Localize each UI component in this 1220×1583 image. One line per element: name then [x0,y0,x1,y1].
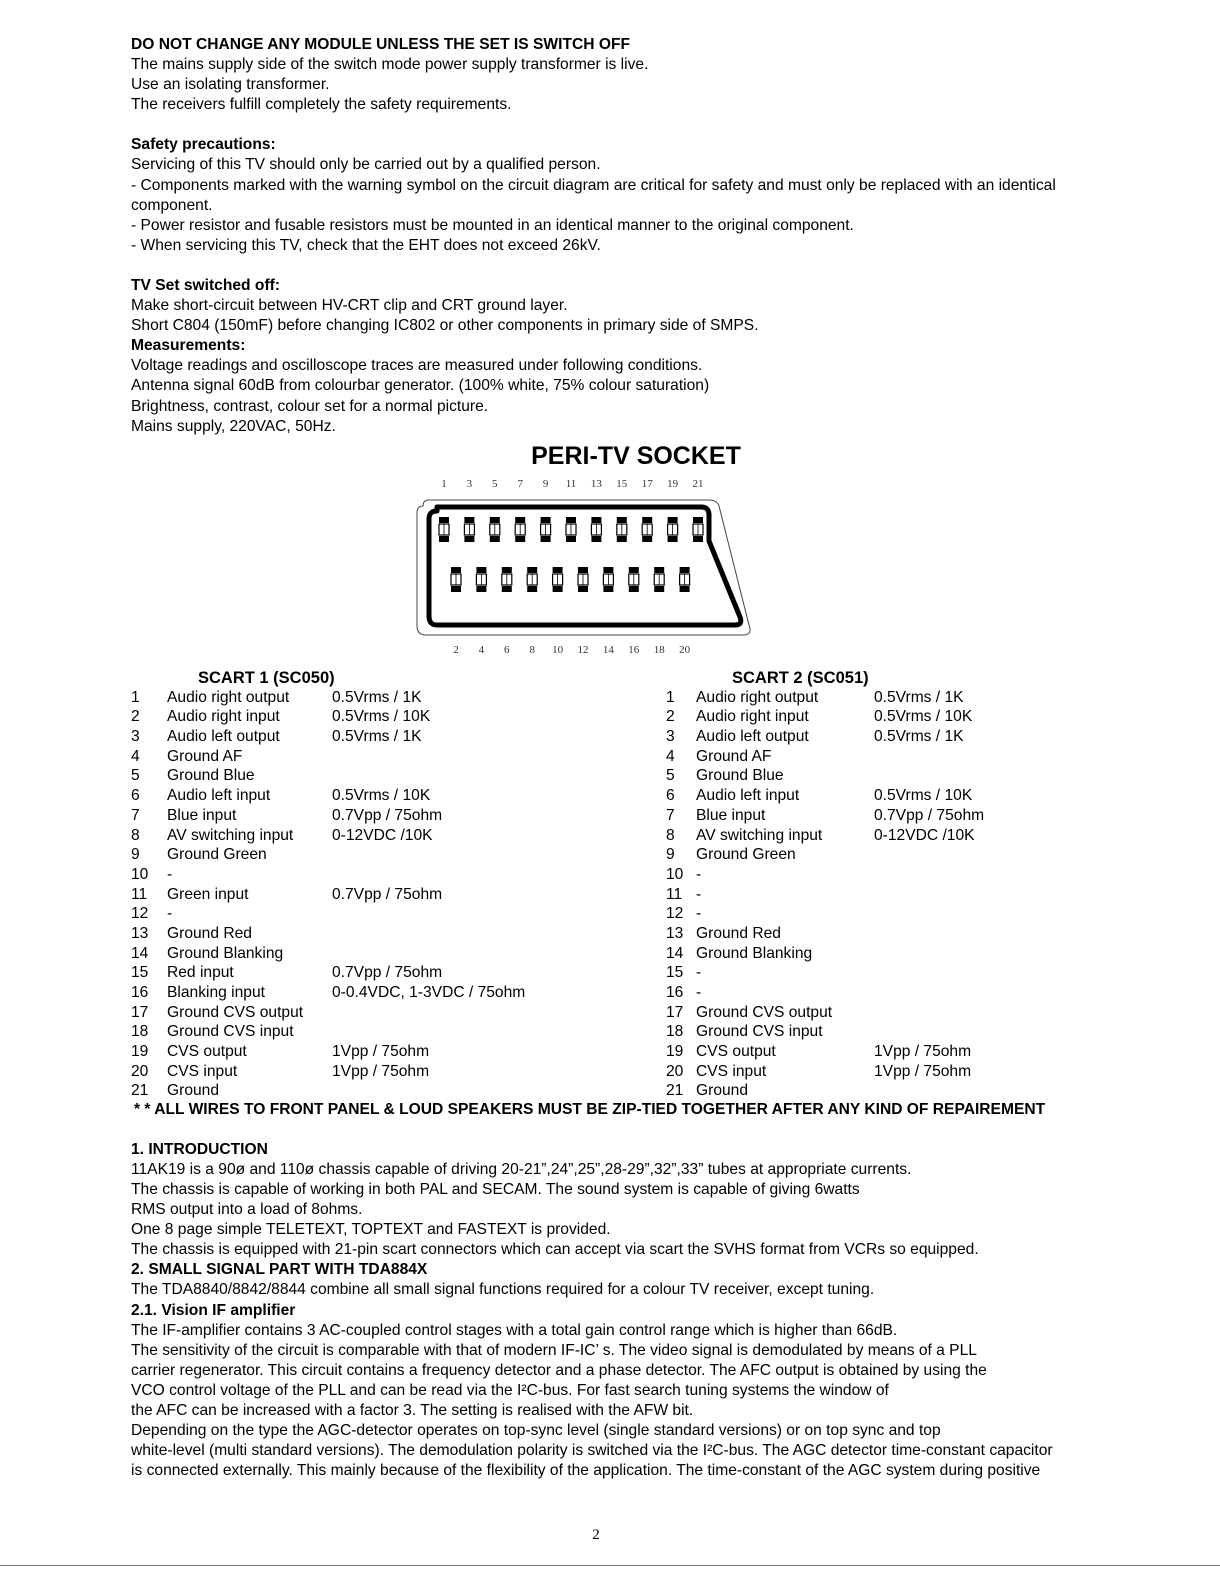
scart2-row [666,944,869,964]
top-pin-contact [642,517,652,542]
document-page [131,35,1141,1481]
signal-value: 0-12VDC /10K [332,826,433,844]
vision-if-line: Depending on the type the AGC-detector operates on top-sync level (single standard versions) or on top sync and top [131,1422,941,1440]
scart2-row [666,963,869,983]
bottom-pin-label: 4 [478,643,485,656]
signal-name: Ground Blue [696,767,784,785]
scart-connector-drawing [409,473,754,663]
bottom-pin-label: 2 [453,643,459,656]
signal-name: CVS input [167,1062,238,1080]
signal-name: - [696,964,702,982]
intro-line: 11AK19 is a 90ø and 110ø chassis capable of driving 20-21”,24”,25”,28-29”,32”,33” tubes at appropriate currents. [131,1160,912,1178]
pin-number: 16 [666,984,684,1001]
scart2-row [666,845,869,865]
measurements-line: Mains supply, 220VAC, 50Hz. [131,417,336,435]
signal-name: Ground CVS input [167,1023,294,1041]
bottom-pin-contact [527,567,537,592]
pin-number: 12 [131,905,149,923]
bottom-pin-label: 8 [529,643,535,656]
signal-name: CVS input [696,1062,767,1080]
scart1-row [131,766,335,786]
pin-number: 5 [666,767,675,785]
top-pin-contact [617,517,627,542]
signal-name: Audio right input [696,708,809,726]
signal-name: Ground Red [696,924,781,942]
signal-name: Ground Red [167,924,252,942]
bottom-pin-contact [476,567,486,592]
signal-value: 0.5Vrms / 1K [874,728,964,746]
scart1-row [131,727,422,747]
top-pin-label: 17 [641,477,653,490]
scart2-title: SCART 2 (SC051) [732,668,869,687]
pin-number: 1 [131,688,140,706]
pin-number: 6 [666,787,675,805]
signal-name: Ground Blue [167,767,255,785]
bottom-pin-contact [502,567,512,592]
signal-value: 0-0.4VDC, 1-3VDC / 75ohm [332,984,526,1001]
pin-number: 14 [666,944,684,962]
scart1-row [131,904,335,924]
pin-number: 17 [131,1003,149,1021]
signal-value: 0.7Vpp / 75ohm [332,806,443,824]
top-pin-label: 9 [542,477,549,490]
pin-number: 13 [131,924,149,942]
signal-name: Ground AF [696,747,772,765]
signal-value: 1Vpp / 75ohm [874,1043,972,1061]
socket-title: PERI-TV SOCKET [531,441,741,470]
pin-number: 3 [131,728,140,746]
bottom-pin-contact [603,567,613,592]
signal-value: 1Vpp / 75ohm [874,1062,972,1080]
signal-name: Blue input [167,806,237,824]
scart2-row [666,766,869,786]
scart2-row [666,983,869,1003]
scart1-title: SCART 1 (SC050) [198,668,335,687]
signal-name: AV switching input [696,826,823,844]
vision-if-line: VCO control voltage of the PLL and can be read via the I²C-bus. For fast search tuning systems the window of [131,1381,889,1399]
scart1-row [131,1042,430,1062]
signal-name: Audio left output [696,728,809,746]
top-pin-label: 11 [565,477,577,490]
pin-number: 3 [666,728,675,746]
scart2-row [666,806,985,826]
scart2-row [666,865,869,885]
scart2-row [666,1042,972,1062]
top-pin-contact [693,517,703,542]
bottom-pin-label: 12 [577,643,589,656]
bottom-pin-label: 6 [504,643,510,656]
signal-name: Ground AF [167,747,243,765]
scart2-row [666,1081,869,1101]
switched-off-line: Make short-circuit between HV-CRT clip and CRT ground layer. [131,297,568,315]
scart1-row [131,1022,335,1042]
scart-tables [131,668,1141,1098]
signal-value: 0.7Vpp / 75ohm [332,885,443,903]
pin-number: 12 [666,905,684,923]
top-pin-contact [591,517,601,542]
top-pin-label: 5 [492,477,498,490]
signal-value: 0.7Vpp / 75ohm [874,806,985,824]
signal-name: - [696,865,702,883]
top-pin-label: 3 [466,477,473,490]
bottom-pin-label: 16 [628,643,640,656]
signal-name: - [167,905,173,923]
scart1-table [131,668,526,1101]
pin-number: 17 [666,1003,684,1021]
pin-number: 5 [131,767,140,785]
top-pin-label: 15 [616,477,628,490]
scart1-row [131,924,335,944]
signal-value: 0-12VDC /10K [874,826,975,844]
pin-number: 10 [666,865,684,883]
signal-name: Audio right output [696,688,819,706]
pin-number: 16 [131,984,149,1001]
safety-line: - When servicing this TV, check that the EHT does not exceed 26kV. [131,236,601,254]
pin-number: 10 [131,865,149,883]
top-pin-label: 19 [667,477,679,490]
signal-name: - [167,865,173,883]
scart1-row [131,688,422,708]
signal-name: Ground Blanking [696,944,813,962]
vision-if-line: The IF-amplifier contains 3 AC-coupled control stages with a total gain control range which is higher than 66dB. [131,1321,898,1339]
signal-name: Ground CVS output [696,1003,833,1021]
warning-line: The receivers fulfill completely the safety requirements. [131,96,512,114]
vision-if-line: The sensitivity of the circuit is comparable with that of modern IF-IC’ s. The video signal is demodulated by means of a PLL [131,1341,977,1359]
bottom-pin-label: 10 [552,643,564,656]
switched-off-line: Short C804 (150mF) before changing IC802 or other components in primary side of SMPS. [131,317,759,335]
signal-name: Audio left input [696,787,800,805]
scart1-row [131,1062,430,1082]
signal-value: 0.5Vrms / 10K [874,787,973,805]
pin-number: 15 [666,964,684,982]
wires-note: * * ALL WIRES TO FRONT PANEL & LOUD SPEAKERS MUST BE ZIP-TIED TOGETHER AFTER ANY KIND OF REPAIREMENT [134,1100,1046,1118]
safety-line: - Components marked with the warning symbol on the circuit diagram are critical for safety and must only be replaced with an identical [131,176,1056,194]
signal-value: 0.5Vrms / 10K [332,787,431,805]
scart2-row [666,786,973,806]
pin-number: 1 [666,688,675,706]
scart2-row [666,727,964,747]
top-pin-label: 1 [441,477,447,490]
pin-number: 19 [666,1043,684,1061]
bottom-pin-contact [654,567,664,592]
signal-name: Ground [167,1082,220,1100]
signal-name: CVS output [696,1043,776,1061]
bottom-pin-label: 14 [602,643,614,656]
safety-line: - Power resistor and fusable resistors must be mounted in an identical manner to the original component. [131,216,854,234]
scart1-row [131,806,443,826]
intro-line: The chassis is equipped with 21-pin scart connectors which can accept via scart the SVHS format from VCRs so equipped. [131,1241,979,1259]
page-number: 2 [592,1527,600,1543]
scart1-row [131,845,335,865]
intro-line: One 8 page simple TELETEXT, TOPTEXT and FASTEXT is provided. [131,1221,611,1239]
top-pin-contact [566,517,576,542]
pin-number: 4 [131,747,140,765]
bottom-pin-label: 20 [679,643,691,656]
pin-number: 20 [131,1062,149,1080]
page-bottom-rule [0,1565,1220,1566]
pin-number: 2 [666,708,675,726]
scart1-row [131,865,335,885]
signal-name: Ground Green [696,846,796,864]
scart1-row [131,885,443,905]
pin-number: 11 [131,885,148,903]
top-pin-label: 13 [590,477,602,490]
pin-number: 13 [666,924,684,942]
measurements-line: Voltage readings and oscilloscope traces are measured under following conditions. [131,357,703,375]
bottom-pin-contact [680,567,690,592]
pin-number: 9 [666,846,675,864]
scart2-row [666,1022,869,1042]
top-pin-contact [515,517,525,542]
signal-name: Ground [696,1082,749,1100]
top-pin-label: 21 [692,477,704,490]
top-pin-label: 7 [517,477,523,490]
vision-if-line: carrier regenerator. This circuit contains a frequency detector and a phase detector. The AFC output is obtained by using the [131,1361,987,1379]
signal-name: Audio right output [167,688,290,706]
scart1-row [131,963,443,983]
scart2-row [666,885,869,905]
scart2-row [666,826,975,846]
pin-number: 14 [131,944,149,962]
signal-value: 1Vpp / 75ohm [332,1043,430,1061]
vision-if-line: is connected externally. This mainly because of the flexibility of the application. The time-constant of the AGC system during positive [131,1462,1041,1480]
signal-name: Blue input [696,806,766,824]
safety-line: Servicing of this TV should only be carried out by a qualified person. [131,156,601,174]
vision-if-line: the AFC can be increased with a factor 3. The setting is realised with the AFW bit. [131,1402,694,1419]
scart2-row [666,904,869,924]
scart2-row [666,707,973,727]
top-pin-contact [439,517,449,542]
pin-number: 9 [131,846,140,864]
signal-name: Audio right input [167,708,280,726]
scart1-row [131,1081,335,1101]
pin-number: 7 [666,806,675,824]
pin-number: 4 [666,747,675,765]
signal-name: Audio left input [167,787,271,805]
scart2-row [666,924,869,944]
scart1-row [131,1003,335,1023]
pin-number: 21 [666,1082,684,1100]
warning-line: Use an isolating transformer. [131,76,330,94]
pin-number: 21 [131,1082,149,1100]
signal-name: Audio left output [167,728,280,746]
signal-name: Ground CVS input [696,1023,823,1041]
small-signal-heading: 2. SMALL SIGNAL PART WITH TDA884X [131,1261,428,1279]
pin-number: 7 [131,806,140,824]
signal-value: 0.5Vrms / 1K [874,688,964,706]
pin-number: 8 [666,826,675,844]
safety-line: component. [131,196,213,214]
signal-name: Ground CVS output [167,1003,304,1021]
signal-value: 0.7Vpp / 75ohm [332,964,443,982]
scart1-row [131,747,335,767]
top-pin-contact [490,517,500,542]
signal-name: CVS output [167,1043,247,1061]
bottom-pin-contact [578,567,588,592]
warning-heading: DO NOT CHANGE ANY MODULE UNLESS THE SET IS SWITCH OFF [131,36,631,53]
measurements-heading: Measurements: [131,337,246,355]
pin-number: 18 [666,1023,684,1041]
signal-name: Ground Blanking [167,944,284,962]
bottom-pin-contact [553,567,563,592]
scart1-row [131,707,431,727]
vision-if-heading: 2.1. Vision IF amplifier [131,1301,296,1319]
scart2-row [666,747,869,767]
signal-name: Red input [167,964,234,982]
bottom-pin-contact [629,567,639,592]
scart1-row [131,826,433,846]
top-pin-contact [464,517,474,542]
signal-name: - [696,885,702,903]
pin-number: 20 [666,1062,684,1080]
signal-value: 0.5Vrms / 1K [332,728,422,746]
measurements-line: Brightness, contrast, colour set for a normal picture. [131,397,489,415]
scart2-row [666,688,964,708]
scart2-row [666,1062,972,1082]
signal-name: Ground Green [167,846,267,864]
pin-number: 11 [666,885,683,903]
intro-line: RMS output into a load of 8ohms. [131,1201,363,1219]
vision-if-line: white-level (multi standard versions). The demodulation polarity is switched via the I²C-bus. The AGC detector time-constant capacitor [131,1442,1053,1460]
top-pin-contact [668,517,678,542]
pin-number: 18 [131,1023,149,1041]
bottom-pin-label: 18 [653,643,665,656]
signal-name: - [696,984,702,1001]
signal-name: AV switching input [167,826,294,844]
scart-socket-diagram [131,473,1141,668]
signal-name: Green input [167,885,249,903]
intro-line: The chassis is capable of working in both PAL and SECAM. The sound system is capable of giving 6watts [131,1180,860,1198]
scart1-row [131,983,526,1003]
scart2-row [666,1003,869,1023]
pin-number: 19 [131,1043,149,1061]
safety-heading: Safety precautions: [131,136,276,154]
measurements-line: Antenna signal 60dB from colourbar generator. (100% white, 75% colour saturation) [131,377,710,395]
intro-heading: 1. INTRODUCTION [131,1140,268,1158]
scart1-row [131,944,335,964]
warning-line: The mains supply side of the switch mode power supply transformer is live. [131,56,649,74]
signal-value: 1Vpp / 75ohm [332,1062,430,1080]
scart1-row [131,786,431,806]
signal-value: 0.5Vrms / 10K [874,708,973,726]
switched-off-heading: TV Set switched off: [131,276,281,294]
signal-value: 0.5Vrms / 1K [332,688,422,706]
signal-name: - [696,905,702,923]
small-signal-line: The TDA8840/8842/8844 combine all small signal functions required for a colour TV receiver, except tuning. [131,1281,875,1299]
scart2-table [666,668,985,1101]
signal-value: 0.5Vrms / 10K [332,708,431,726]
pin-number: 15 [131,964,149,982]
pin-number: 8 [131,826,140,844]
top-pin-contact [541,517,551,542]
bottom-pin-contact [451,567,461,592]
signal-name: Blanking input [167,984,265,1001]
pin-number: 6 [131,787,140,805]
pin-number: 2 [131,708,140,726]
